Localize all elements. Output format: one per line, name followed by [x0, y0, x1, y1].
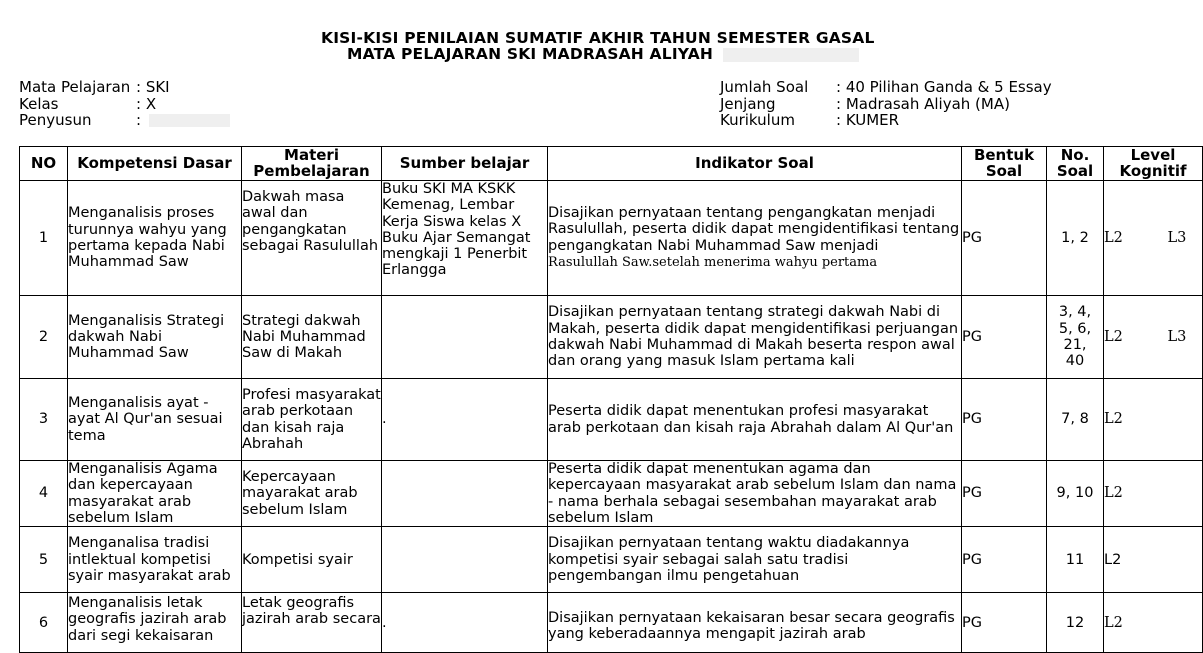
table-row: [20, 527, 1203, 593]
cell-indikator: Disajikan pernyataan tentang strategi dakwah Nabi di Makah, peserta didik dapat mengidentifikasi perjuangan dakwah Nabi Muhammad di Makah beserta respon awal dan orang yang masuk Islam pertama kali: [548, 296, 962, 379]
meta-row-class: [19, 96, 419, 113]
cell-materi: Letak geografis jazirah arab secara: [242, 593, 382, 653]
meta-value: : Madrasah Aliyah (MA): [836, 94, 1010, 113]
cell-bentuk-soal: PG: [962, 181, 1047, 296]
indikator-text-tail: Rasulullah Saw.setelah menerima wahyu pertama: [548, 254, 878, 270]
table-row: [20, 379, 1203, 461]
cell-level-kognitif: L2 L3: [1104, 181, 1203, 296]
table-row: [20, 181, 1203, 296]
meta-label: Kelas: [19, 94, 59, 113]
cell-no: 1: [20, 181, 68, 296]
meta-value: : 40 Pilihan Ganda & 5 Essay: [836, 78, 1052, 96]
cell-kompetensi-dasar: Menganalisis Agama dan kepercayaan masyarakat arab sebelum Islam: [68, 461, 242, 527]
header-bentuk-soal: Bentuk Soal: [962, 147, 1047, 181]
cell-no-soal: 9, 10: [1047, 461, 1104, 527]
cell-materi: Profesi masyarakat arab perkotaan dan kisah raja Abrahah: [242, 379, 382, 461]
cell-sumber: [382, 461, 548, 527]
cell-bentuk-soal: PG: [962, 296, 1047, 379]
header-kompetensi-dasar: Kompetensi Dasar: [68, 147, 242, 181]
meta-label: Jenjang: [720, 94, 776, 113]
meta-row-question-count: [720, 79, 1200, 96]
meta-value: :: [136, 111, 142, 129]
cell-no: 5: [20, 527, 68, 593]
header-indikator: Indikator Soal: [548, 147, 962, 181]
cell-no: 4: [20, 461, 68, 527]
cell-materi: Kompetisi syair: [242, 527, 382, 593]
subtitle-text: MATA PELAJARAN SKI MADRASAH ALIYAH: [347, 45, 714, 63]
meta-label: Mata Pelajaran: [19, 78, 131, 96]
meta-label: Penyusun: [19, 111, 92, 129]
meta-value: : X: [136, 94, 157, 113]
cell-sumber: [382, 296, 548, 379]
cell-kompetensi-dasar: Menganalisis letak geografis jazirah arab dari segi kekaisaran: [68, 593, 242, 653]
cell-materi: Strategi dakwah Nabi Muhammad Saw di Makah: [242, 296, 382, 379]
cell-level-kognitif: L2: [1104, 527, 1203, 593]
cell-kompetensi-dasar: Menganalisa tradisi intlektual kompetisi syair masyarakat arab: [68, 527, 242, 593]
header-no-soal: No. Soal: [1047, 147, 1104, 181]
meta-row-author: [19, 112, 419, 129]
cell-level-kognitif: L2: [1104, 593, 1203, 653]
header-level-kognitif: Level Kognitif: [1104, 147, 1203, 181]
meta-value: : SKI: [136, 78, 170, 96]
cell-kompetensi-dasar: Menganalisis Strategi dakwah Nabi Muhammad Saw: [68, 296, 242, 379]
cell-materi: Dakwah masa awal dan pengangkatan sebagai Rasulullah: [242, 181, 382, 296]
cell-kompetensi-dasar: Menganalisis ayat - ayat Al Qur'an sesuai tema: [68, 379, 242, 461]
cell-indikator: Disajikan pernyataan tentang waktu diadakannya kompetisi syair sebagai salah satu tradisi pengembangan ilmu pengetahuan: [548, 527, 962, 593]
cell-indikator: Disajikan pernyataan kekaisaran besar secara geografis yang keberadaannya mengapit jazirah arab: [548, 593, 962, 653]
cell-no-soal: 1, 2: [1047, 181, 1104, 296]
meta-row-curriculum: [720, 112, 1200, 129]
meta-value: : KUMER: [836, 111, 900, 129]
cell-no-soal: 12: [1047, 593, 1104, 653]
cell-indikator: Peserta didik dapat menentukan agama dan kepercayaan masyarakat arab sebelum Islam dan nama - nama berhala sebagai sesembahan mayarakat arab sebelum Islam: [548, 461, 962, 527]
meta-right: [720, 79, 1200, 129]
meta-left: [19, 79, 419, 129]
cell-no-soal: 3, 4, 5, 6, 21, 40: [1047, 296, 1104, 379]
cell-sumber: .: [382, 593, 548, 653]
meta-row-level: [720, 96, 1200, 113]
cell-level-kognitif: L2: [1104, 461, 1203, 527]
cell-no-soal: 7, 8: [1047, 379, 1104, 461]
meta-label: Kurikulum: [720, 111, 795, 129]
assessment-grid-table: [19, 146, 1203, 653]
cell-no-soal: 11: [1047, 527, 1104, 593]
cell-bentuk-soal: PG: [962, 527, 1047, 593]
header-no: NO: [20, 147, 68, 181]
cell-no: 3: [20, 379, 68, 461]
cell-indikator: Peserta didik dapat menentukan profesi masyarakat arab perkotaan dan kisah raja Abrahah dalam Al Qur'an: [548, 379, 962, 461]
cell-kompetensi-dasar: Menganalisis proses turunnya wahyu yang pertama kepada Nabi Muhammad Saw: [68, 181, 242, 296]
cell-bentuk-soal: PG: [962, 461, 1047, 527]
cell-bentuk-soal: PG: [962, 379, 1047, 461]
cell-sumber: .: [382, 379, 548, 461]
header-sumber: Sumber belajar: [382, 147, 548, 181]
cell-sumber: Buku SKI MA KSKK Kemenag, Lembar Kerja Siswa kelas X Buku Ajar Semangat mengkaji 1 Penerbit Erlangga: [382, 181, 548, 296]
table-header-row: [20, 147, 1203, 181]
cell-indikator: [548, 181, 962, 296]
meta-row-subject: [19, 79, 419, 96]
cell-level-kognitif: L2 L3: [1104, 296, 1203, 379]
document-subtitle: [347, 45, 859, 63]
table-row: [20, 296, 1203, 379]
meta-label: Jumlah Soal: [720, 78, 809, 96]
cell-bentuk-soal: PG: [962, 593, 1047, 653]
cell-sumber: [382, 527, 548, 593]
cell-level-kognitif: L2: [1104, 379, 1203, 461]
cell-no: 2: [20, 296, 68, 379]
redacted-school-name: [723, 48, 859, 62]
table-row: [20, 593, 1203, 653]
cell-no: 6: [20, 593, 68, 653]
document-title: KISI-KISI PENILAIAN SUMATIF AKHIR TAHUN SEMESTER GASAL: [321, 29, 875, 47]
redacted-author-name: [149, 114, 230, 127]
indikator-text: Disajikan pernyataan tentang pengangkatan menjadi Rasulullah, peserta didik dapat mengidentifikasi tentang pengangkatan Nabi Muhammad Saw menjadi: [548, 204, 960, 254]
header-materi: Materi Pembelajaran: [242, 147, 382, 181]
cell-materi: Kepercayaan mayarakat arab sebelum Islam: [242, 461, 382, 527]
table-row: [20, 461, 1203, 527]
